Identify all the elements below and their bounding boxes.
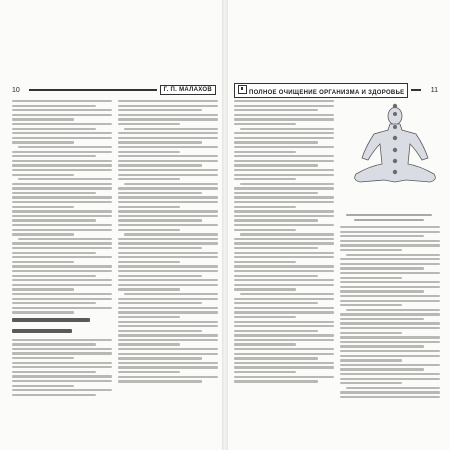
- text-line: [240, 233, 334, 235]
- text-line: [118, 155, 218, 157]
- text-line: [118, 371, 180, 373]
- text-line: [12, 100, 112, 102]
- text-line: [12, 164, 112, 166]
- text-line: [234, 224, 334, 226]
- text-line: [118, 279, 218, 281]
- text-line: [12, 339, 112, 341]
- text-line: [340, 355, 440, 357]
- text-line: [118, 362, 218, 364]
- text-line: [12, 348, 112, 350]
- text-line: [234, 109, 318, 111]
- text-line: [234, 353, 334, 355]
- text-line: [118, 366, 218, 368]
- text-line: [12, 160, 112, 162]
- text-line: [12, 128, 96, 130]
- text-line: [12, 242, 112, 244]
- book-icon: [238, 85, 247, 94]
- text-line: [340, 364, 440, 366]
- text-line: [234, 343, 296, 345]
- text-line: [240, 293, 334, 295]
- text-line: [118, 353, 218, 355]
- text-line: [234, 137, 334, 139]
- header-rule: [29, 89, 157, 91]
- text-line: [12, 201, 112, 203]
- text-line: [118, 137, 218, 139]
- text-line: [118, 224, 218, 226]
- left-page-column-2: [118, 100, 218, 385]
- text-line: [118, 123, 180, 125]
- text-line: [12, 302, 96, 304]
- text-line: [234, 270, 334, 272]
- text-line: [234, 325, 334, 327]
- text-line: [234, 141, 318, 143]
- text-line: [118, 265, 218, 267]
- text-line: [234, 261, 296, 263]
- text-line: [234, 307, 334, 309]
- text-line: [118, 238, 218, 240]
- text-line: [118, 141, 202, 143]
- text-line: [118, 307, 218, 309]
- text-line: [340, 327, 440, 329]
- chakra-point: [393, 159, 397, 163]
- text-line: [18, 146, 112, 148]
- text-line: [12, 284, 112, 286]
- text-line: [234, 339, 334, 341]
- text-line: [234, 123, 296, 125]
- text-line: [234, 196, 334, 198]
- text-line: [118, 288, 180, 290]
- text-line: [340, 281, 440, 283]
- text-line: [118, 174, 218, 176]
- text-line: [12, 229, 112, 231]
- text-line: [118, 164, 202, 166]
- text-line: [340, 267, 424, 269]
- text-line: [118, 151, 180, 153]
- text-line: [234, 380, 318, 382]
- text-line: [118, 219, 202, 221]
- text-line: [340, 295, 440, 297]
- text-line: [118, 247, 202, 249]
- text-line: [234, 169, 334, 171]
- text-line: [234, 146, 334, 148]
- text-line: [234, 275, 318, 277]
- text-line: [340, 240, 440, 242]
- meditating-figure-illustration: [346, 100, 444, 210]
- text-line: [340, 378, 440, 380]
- text-line: [118, 321, 218, 323]
- text-line: [340, 391, 440, 393]
- text-line: [240, 183, 334, 185]
- text-line: [12, 256, 112, 258]
- text-line: [234, 178, 296, 180]
- section-heading-bar: [12, 329, 72, 333]
- text-line: [340, 286, 440, 288]
- text-line: [118, 357, 202, 359]
- meditating-figure-with-chakras-icon: [355, 104, 436, 182]
- section-heading-bar: [12, 318, 90, 322]
- text-line: [234, 132, 334, 134]
- text-line: [118, 325, 218, 327]
- text-line: [12, 362, 112, 364]
- right-header-title: [234, 83, 408, 98]
- text-line: [118, 311, 218, 313]
- text-line: [340, 341, 440, 343]
- chakra-point: [393, 104, 397, 108]
- text-line: [118, 284, 218, 286]
- text-line: [340, 332, 402, 334]
- text-line: [118, 256, 218, 258]
- text-line: [118, 100, 218, 102]
- text-line: [234, 118, 334, 120]
- text-line: [12, 307, 112, 309]
- text-line: [124, 183, 218, 185]
- text-line: [118, 109, 202, 111]
- text-line: [12, 105, 96, 107]
- text-line: [234, 256, 334, 258]
- text-line: [12, 380, 112, 382]
- text-line: [118, 206, 180, 208]
- text-line: [234, 151, 296, 153]
- text-line: [118, 160, 218, 162]
- text-line: [12, 210, 112, 212]
- text-line: [12, 219, 96, 221]
- text-line: [12, 109, 112, 111]
- text-line: [234, 100, 334, 102]
- text-line: [234, 311, 334, 313]
- chakra-point: [393, 170, 397, 174]
- text-line: [234, 279, 334, 281]
- text-line: [234, 366, 334, 368]
- text-line: [340, 235, 424, 237]
- text-line: [234, 357, 318, 359]
- text-line: [12, 118, 74, 120]
- text-line: [118, 132, 218, 134]
- text-line: [12, 137, 112, 139]
- text-line: [234, 174, 334, 176]
- figure-caption: [340, 214, 440, 223]
- text-line: [340, 322, 440, 324]
- text-line: [12, 206, 74, 208]
- text-line: [12, 385, 74, 387]
- text-line: [234, 229, 296, 231]
- text-line: [340, 277, 402, 279]
- text-line: [124, 293, 218, 295]
- text-line: [340, 258, 440, 260]
- section-heading: [12, 317, 112, 324]
- text-line: [18, 178, 112, 180]
- chakra-point: [393, 112, 397, 116]
- text-line: [118, 229, 180, 231]
- text-line: [340, 300, 440, 302]
- text-line: [234, 219, 318, 221]
- text-line: [12, 192, 96, 194]
- text-line: [12, 270, 112, 272]
- text-line: [340, 304, 402, 306]
- text-line: [234, 114, 334, 116]
- text-line: [12, 169, 112, 171]
- text-line: [118, 376, 218, 378]
- text-line: [340, 373, 440, 375]
- text-line: [12, 357, 74, 359]
- text-line: [118, 201, 218, 203]
- text-line: [118, 330, 202, 332]
- text-line: [340, 368, 424, 370]
- text-line: [12, 141, 74, 143]
- text-line: [340, 272, 440, 274]
- right-page-number: 11: [430, 86, 438, 94]
- text-line: [118, 192, 202, 194]
- text-line: [118, 275, 202, 277]
- text-line: [340, 382, 402, 384]
- text-line: [12, 183, 112, 185]
- text-line: [118, 215, 218, 217]
- text-line: [234, 334, 334, 336]
- text-line: [118, 196, 218, 198]
- text-line: [118, 114, 218, 116]
- text-line: [12, 252, 96, 254]
- text-line: [234, 201, 334, 203]
- text-line: [340, 244, 440, 246]
- text-line: [234, 206, 296, 208]
- text-line: [340, 318, 424, 320]
- text-line: [346, 254, 440, 256]
- text-line: [234, 284, 334, 286]
- text-line: [118, 343, 180, 345]
- text-line: [340, 263, 440, 265]
- text-line: [12, 275, 96, 277]
- text-line: [118, 302, 202, 304]
- text-line: [118, 270, 218, 272]
- text-line: [234, 164, 318, 166]
- right-page-header: [234, 84, 438, 96]
- text-line: [234, 105, 334, 107]
- text-line: [118, 298, 218, 300]
- text-line: [12, 394, 96, 396]
- text-line: [118, 146, 218, 148]
- text-line: [340, 336, 440, 338]
- text-line: [340, 359, 402, 361]
- text-line: [118, 252, 218, 254]
- text-line: [234, 187, 334, 189]
- text-line: [12, 261, 74, 263]
- header-rule: [411, 89, 421, 91]
- text-line: [118, 105, 218, 107]
- text-line: [12, 196, 112, 198]
- right-page: [228, 0, 450, 450]
- text-line: [118, 380, 202, 382]
- text-line: [234, 238, 334, 240]
- text-line: [12, 366, 112, 368]
- text-line: [234, 192, 318, 194]
- text-line: [12, 375, 112, 377]
- text-line: [234, 298, 334, 300]
- text-line: [12, 114, 112, 116]
- text-line: [234, 348, 334, 350]
- text-line: [118, 316, 180, 318]
- text-line: [346, 309, 440, 311]
- text-line: [234, 288, 296, 290]
- text-line: [12, 155, 96, 157]
- text-line: [340, 350, 440, 352]
- chakra-point: [393, 148, 397, 152]
- text-line: [234, 376, 334, 378]
- text-line: [12, 224, 112, 226]
- text-line: [12, 389, 112, 391]
- text-line: [340, 249, 402, 251]
- text-line: [118, 348, 218, 350]
- text-line: [118, 242, 218, 244]
- text-line: [234, 155, 334, 157]
- text-line: [12, 215, 112, 217]
- text-line: [234, 215, 334, 217]
- left-page: [0, 0, 222, 450]
- text-line: [118, 261, 180, 263]
- text-line: [340, 396, 440, 398]
- left-page-number: 10: [12, 86, 20, 94]
- text-line: [12, 371, 96, 373]
- text-line: [234, 362, 334, 364]
- text-line: [118, 339, 218, 341]
- text-line: [12, 352, 112, 354]
- text-line: [240, 128, 334, 130]
- text-line: [234, 160, 334, 162]
- text-line: [12, 265, 112, 267]
- text-line: [12, 123, 112, 125]
- left-page-header: [12, 84, 216, 96]
- text-line: [234, 252, 334, 254]
- text-line: [12, 298, 112, 300]
- section-heading: [12, 328, 112, 335]
- caption-line: [354, 219, 424, 221]
- left-page-column-1: [12, 100, 112, 398]
- text-line: [340, 226, 440, 228]
- text-line: [234, 210, 334, 212]
- text-line: [118, 187, 218, 189]
- text-line: [340, 290, 424, 292]
- right-page-column-1: [234, 100, 334, 385]
- text-line: [12, 343, 96, 345]
- text-line: [118, 169, 218, 171]
- text-line: [234, 247, 318, 249]
- text-line: [234, 316, 296, 318]
- text-line: [12, 132, 112, 134]
- text-line: [234, 321, 334, 323]
- text-line: [12, 293, 112, 295]
- text-line: [118, 334, 218, 336]
- text-line: [12, 151, 112, 153]
- text-line: [234, 371, 296, 373]
- left-header-author: Г. П. МАЛАХОВ: [160, 85, 216, 95]
- text-line: [340, 345, 424, 347]
- text-line: [234, 302, 318, 304]
- text-line: [234, 330, 318, 332]
- text-line: [12, 279, 112, 281]
- text-line: [124, 233, 218, 235]
- chakra-point: [393, 125, 397, 129]
- text-line: [12, 174, 74, 176]
- caption-line: [346, 214, 432, 216]
- text-line: [12, 288, 74, 290]
- text-line: [12, 187, 112, 189]
- text-line: [340, 231, 440, 233]
- text-line: [12, 311, 74, 313]
- text-line: [18, 238, 112, 240]
- text-line: [234, 242, 334, 244]
- text-line: [118, 210, 218, 212]
- chakra-point: [393, 136, 397, 140]
- text-line: [12, 233, 74, 235]
- text-line: [12, 247, 112, 249]
- text-line: [340, 313, 440, 315]
- text-line: [124, 128, 218, 130]
- text-line: [118, 118, 218, 120]
- text-line: [118, 178, 180, 180]
- text-line: [234, 265, 334, 267]
- right-header-title-text: ПОЛНОЕ ОЧИЩЕНИЕ ОРГАНИЗМА И ЗДОРОВЬЕ: [249, 89, 405, 96]
- text-line: [346, 387, 440, 389]
- right-page-column-2: [340, 226, 440, 401]
